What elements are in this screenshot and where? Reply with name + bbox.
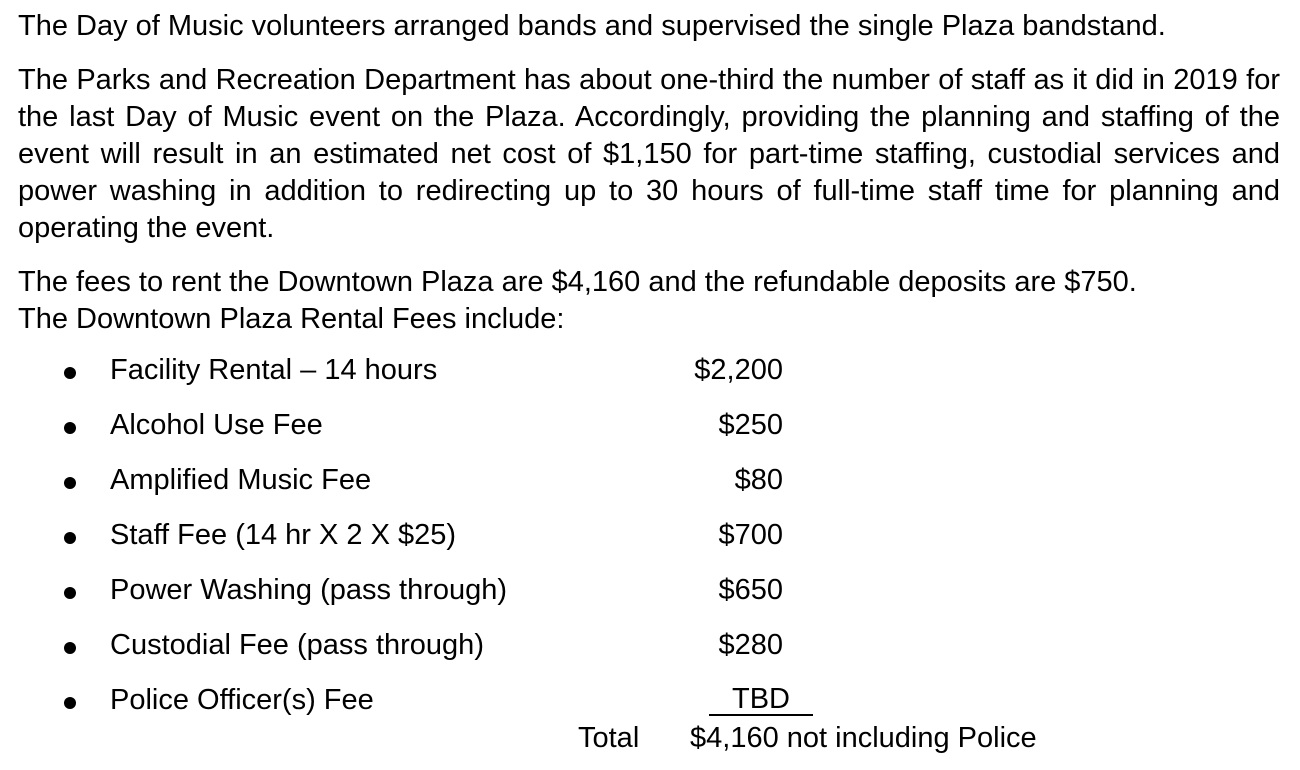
fee-label: Police Officer(s) Fee — [110, 684, 374, 716]
fee-amount: $2,200 — [694, 354, 783, 386]
rental-fees-include: The Downtown Plaza Rental Fees include: — [18, 303, 565, 335]
fee-item-staff-fee — [0, 517, 900, 557]
fee-amount: $650 — [718, 574, 783, 606]
paragraph-rental-fees — [18, 264, 1280, 338]
fee-amount: $280 — [718, 629, 783, 661]
fee-label: Custodial Fee (pass through) — [110, 629, 484, 661]
bullet-icon — [64, 532, 76, 544]
bullet-icon — [64, 697, 76, 709]
bullet-icon — [64, 642, 76, 654]
fee-label: Staff Fee (14 hr X 2 X $25) — [110, 519, 457, 551]
fee-label: Facility Rental – 14 hours — [110, 354, 438, 386]
fee-label: Amplified Music Fee — [110, 464, 372, 496]
fee-amount: $80 — [734, 464, 783, 496]
fee-item-custodial — [0, 627, 900, 667]
fee-item-facility-rental — [0, 352, 900, 392]
total-label: Total — [578, 722, 640, 754]
fee-amount: $250 — [718, 409, 783, 441]
fee-item-amplified-music — [0, 462, 900, 502]
fee-amount: TBD — [709, 684, 813, 716]
fee-item-power-washing — [0, 572, 900, 612]
paragraph-volunteers: The Day of Music volunteers arranged bands and supervised the single Plaza bandstand. — [18, 10, 1166, 42]
bullet-icon — [64, 422, 76, 434]
rental-fees-intro: The fees to rent the Downtown Plaza are $4,160 and the refundable deposits are $750. — [18, 266, 1137, 298]
bullet-icon — [64, 367, 76, 379]
fee-amount: $700 — [718, 519, 783, 551]
total-value: $4,160 not including Police — [690, 722, 1037, 754]
bullet-icon — [64, 587, 76, 599]
paragraph-staffing-cost: The Parks and Recreation Department has about one-third the number of staff as it did in 2019 for the last Day of Music event on the Plaza. Accordingly, providing the planning and staffing of the event will result in an estimated net cost of $1,150 for part-time staffing, custodial services and power washing in addition to redirecting up to 30 hours of full-time staff time for planning and operating the event. — [18, 64, 1280, 244]
fee-label: Power Washing (pass through) — [110, 574, 508, 606]
fee-label: Alcohol Use Fee — [110, 409, 323, 441]
fee-item-police — [0, 682, 900, 722]
fee-item-alcohol-use — [0, 407, 900, 447]
bullet-icon — [64, 477, 76, 489]
